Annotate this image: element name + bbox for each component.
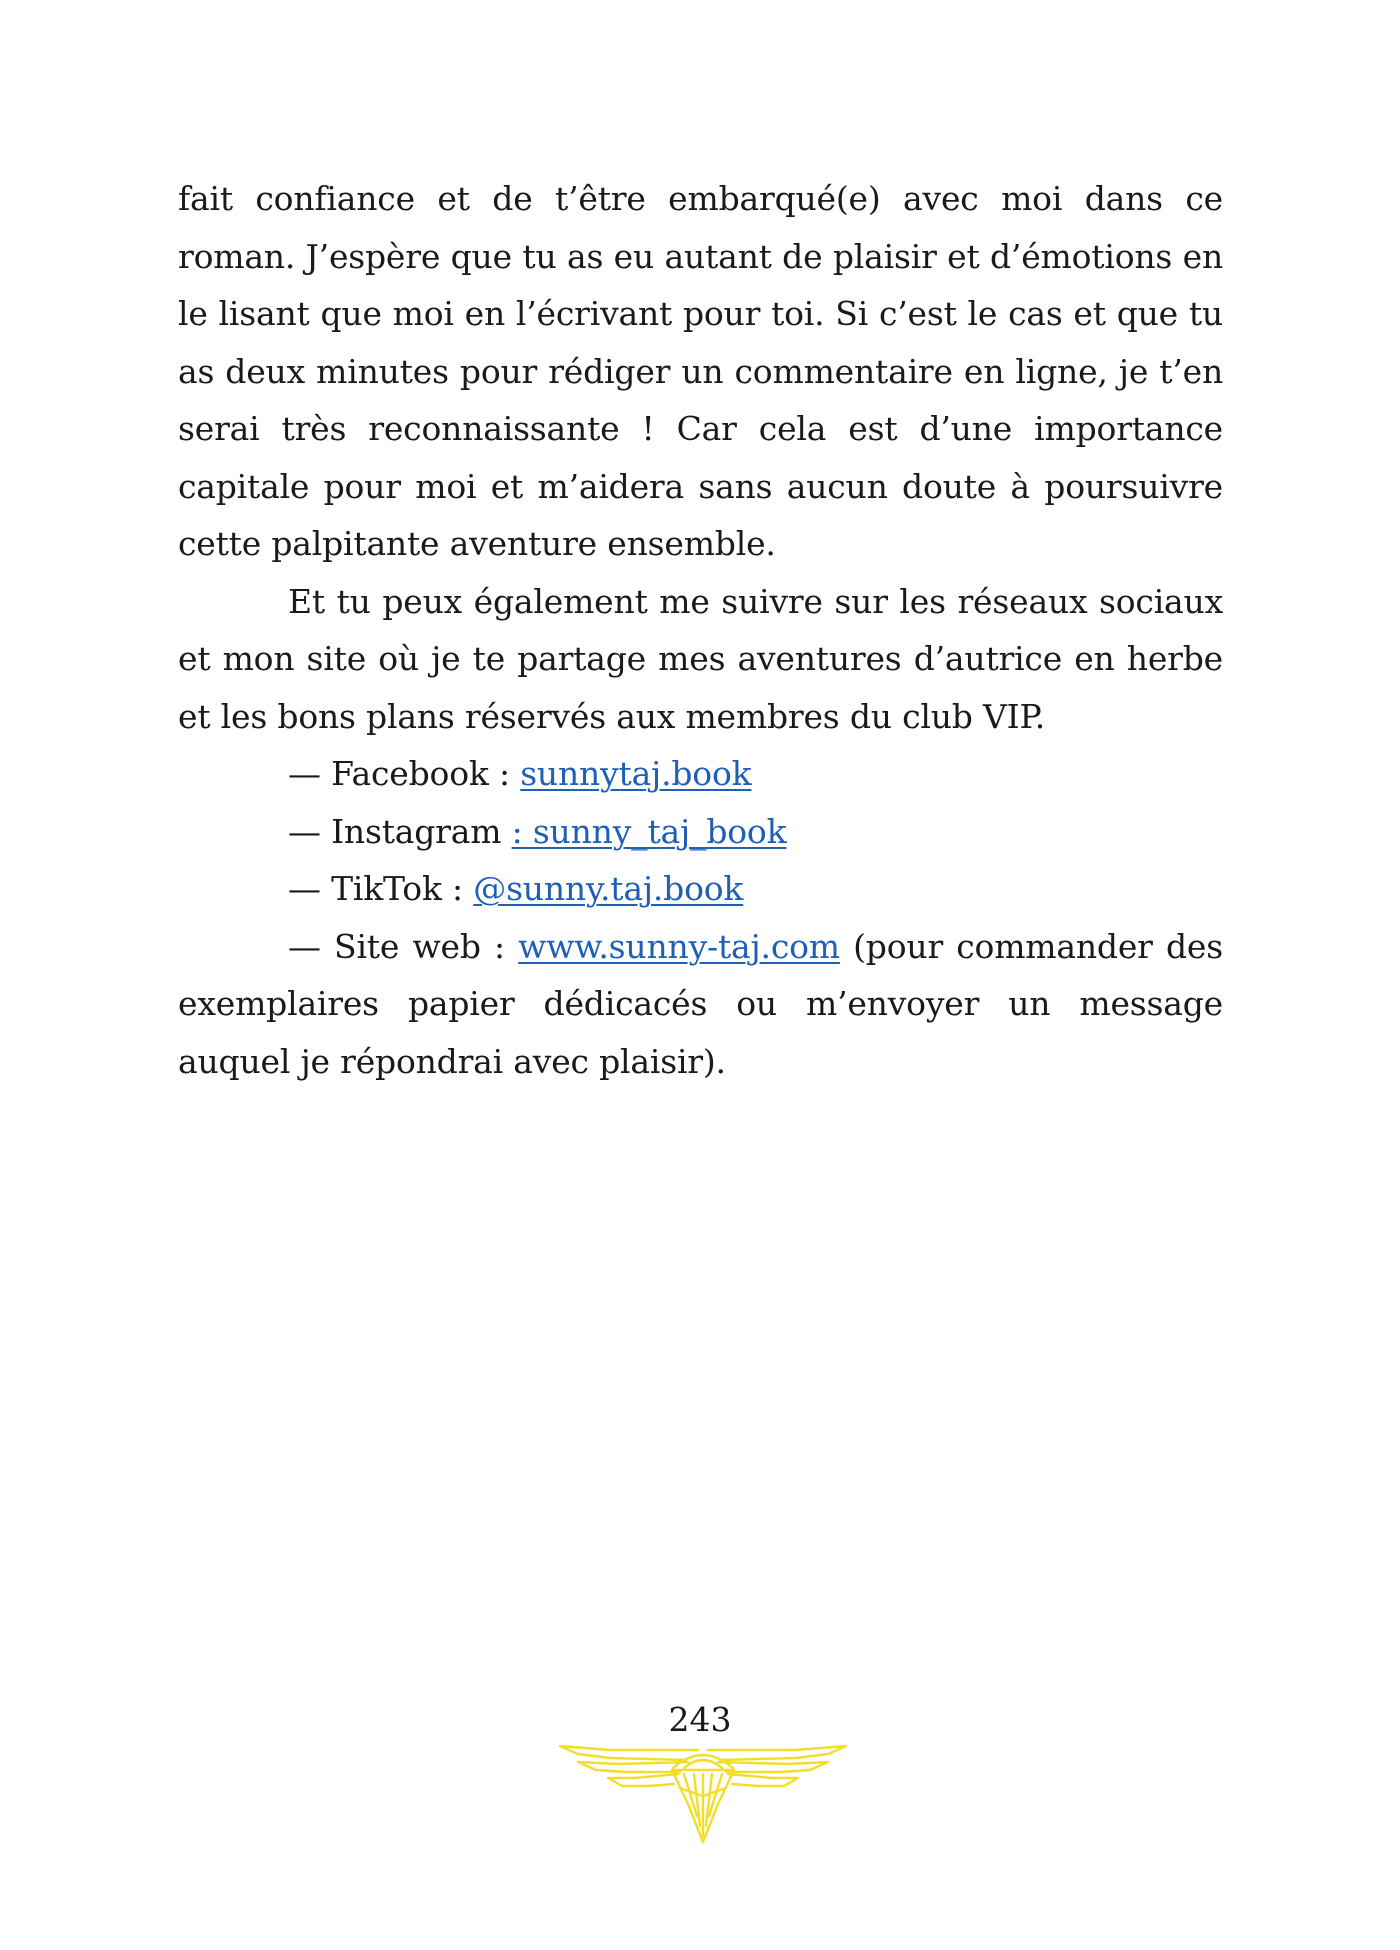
facebook-label: — Facebook : xyxy=(288,754,521,793)
tiktok-link[interactable]: @sunny.taj.book xyxy=(473,869,744,908)
paragraph-thanks: fait confiance et de t’être embarqué(e) avec moi dans ce roman. J’espère que tu as eu autant de plaisir et d’émotions en le lisant que moi en l’écrivant pour toi. Si c’est le cas et que tu as deux minutes pour rédiger un commentaire en ligne, je t’en serai très reconnaissante ! Car cela est d’une importance capitale pour moi et m’aidera sans aucun doute à poursuivre cette palpitante aventure ensemble. xyxy=(178,179,1223,563)
instagram-label: — Instagram xyxy=(288,811,512,851)
left-wing-upper xyxy=(560,1746,698,1760)
website-link[interactable]: www.sunny-taj.com xyxy=(518,926,840,966)
ray-left-1 xyxy=(694,1774,700,1826)
sun-inner-arc xyxy=(684,1760,722,1768)
page-number: 243 xyxy=(668,1700,732,1739)
instagram-line xyxy=(178,803,1223,861)
instagram-link[interactable]: : sunny_taj_book xyxy=(511,811,787,851)
tiktok-line xyxy=(178,860,1223,918)
tiktok-label: — TikTok : xyxy=(288,869,474,908)
left-wing-lower xyxy=(608,1774,678,1786)
website-note: (pour commander des exemplaires papier dédicacés ou m’envoyer un message auquel je répondrai avec plaisir). xyxy=(178,926,1223,1081)
page-body-text xyxy=(178,170,1223,1090)
ray-right-1 xyxy=(706,1774,712,1826)
paragraph-social-intro: Et tu peux également me suivre sur les réseaux sociaux et mon site où je te partage mes aventures d’autrice en herbe et les bons plans réservés aux membres du club VIP. xyxy=(178,581,1223,736)
facebook-line xyxy=(178,745,1223,803)
website-label: — Site web : xyxy=(288,926,519,966)
facebook-link[interactable]: sunnytaj.book xyxy=(520,754,752,793)
sun-arc xyxy=(673,1755,733,1768)
right-wing-upper xyxy=(708,1746,846,1760)
winged-sun-ornament-icon xyxy=(548,1738,858,1848)
right-wing-lower xyxy=(728,1774,798,1786)
website-line xyxy=(178,918,1223,1091)
